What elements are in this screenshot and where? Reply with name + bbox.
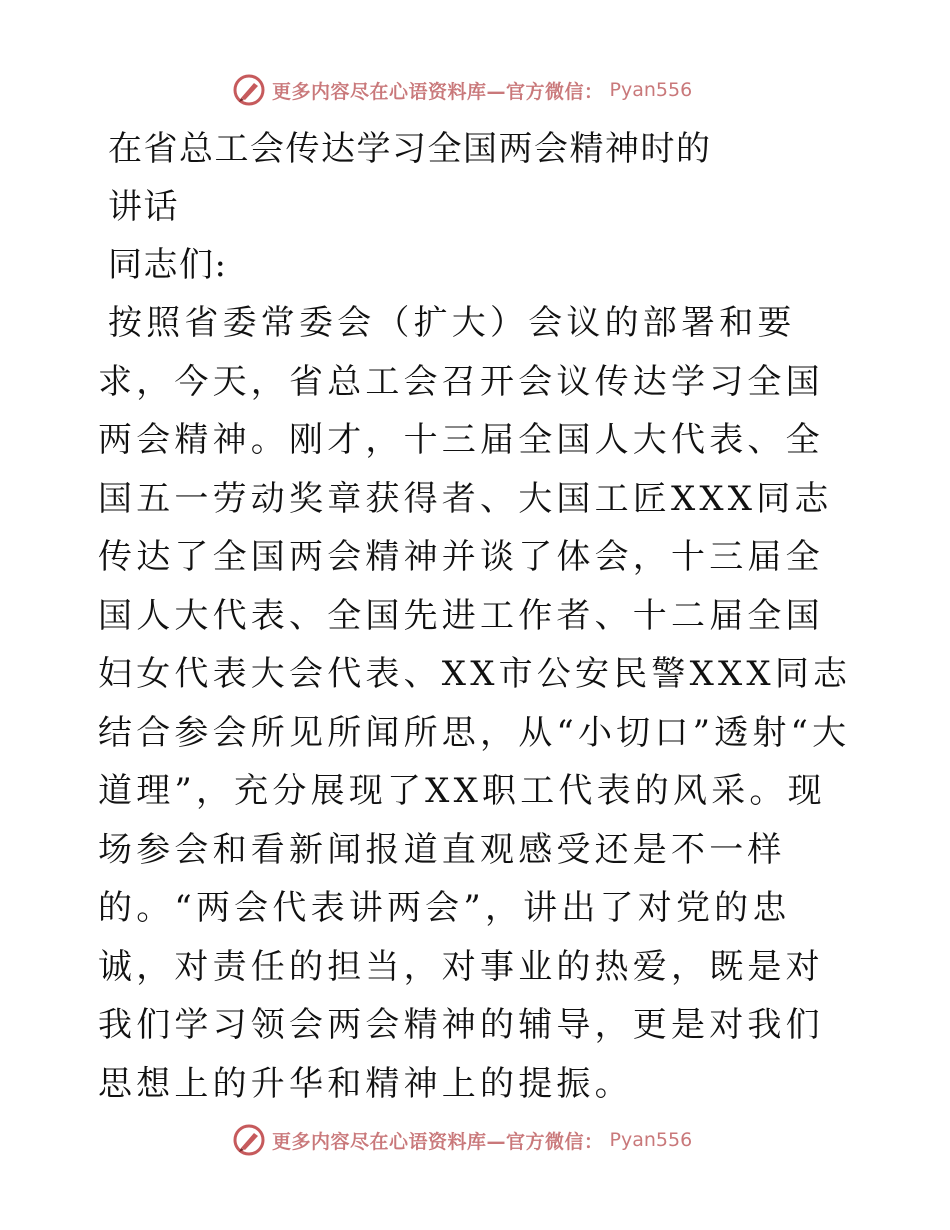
pen-logo-icon <box>232 73 266 107</box>
watermark-wechat-id: Pyan556 <box>609 79 693 101</box>
footer-watermark <box>232 1120 692 1160</box>
pen-logo-icon <box>232 1123 266 1157</box>
watermark-wechat-id: Pyan556 <box>609 1129 693 1151</box>
document-title-line1: 在省总工会传达学习全国两会精神时的 <box>108 129 712 169</box>
header-watermark <box>232 70 692 110</box>
document-body <box>98 120 858 1113</box>
watermark-text: 更多内容尽在心语资料库—官方微信： <box>272 1130 604 1153</box>
watermark-text: 更多内容尽在心语资料库—官方微信： <box>272 80 604 103</box>
document-title-line2: 讲话 <box>108 187 179 227</box>
greeting: 同志们: <box>108 245 228 285</box>
body-paragraph: 按照省委常委会（扩大）会议的部署和要求，今天，省总工会召开会议传达学习全国两会精神。刚才，十三届全国人大代表、全国五一劳动奖章获得者、大国工匠XXX同志传达了全国两会精神并谈了体会，十三届全国人大代表、全国先进工作者、十二届全国妇女代表大会代表、XX市公安民警XXX同志结合参会所见所闻所思，从“小切口”透射“大道理”，充分展现了XX职工代表的风采。现场参会和看新闻报道直观感受还是不一样的。“两会代表讲两会”，讲出了对党的忠诚，对责任的担当，对事业的热爱，既是对我们学习领会两会精神的辅导，更是对我们思想上的升华和精神上的提振。 <box>98 303 852 1104</box>
